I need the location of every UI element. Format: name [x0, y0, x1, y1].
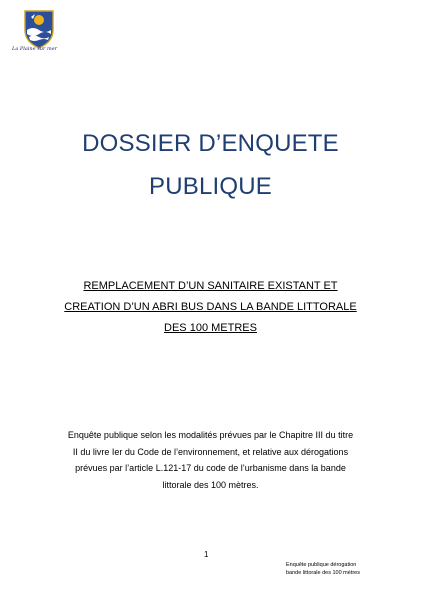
description-line-1: Enquête publique selon les modalités prévues par le Chapitre III du titre — [67, 430, 354, 440]
description-line-2: II du livre Ier du Code de l’environnement, et relative aux dérogations — [72, 447, 349, 457]
footer-line-2: bande littorale des 100 mètres — [286, 570, 360, 576]
subject-line-3: DES 100 METRES — [164, 322, 257, 334]
description-line-4: littorale des 100 mètres. — [162, 480, 259, 490]
municipal-motto: La Plaine sur mer — [12, 46, 58, 52]
description-line-3: prévues par l’article L.121-17 du code de l’urbanisme dans la bande — [75, 463, 346, 473]
footer-line-1: Enquête publique dérogation — [286, 562, 357, 568]
document-title-line-1: DOSSIER D’ENQUETE — [82, 130, 339, 157]
subject-line-2: CREATION D’UN ABRI BUS DANS LA BANDE LITTORALE — [64, 301, 357, 313]
document-title-line-2: PUBLIQUE — [149, 173, 272, 200]
page-number: 1 — [204, 550, 209, 559]
subject-line-1: REMPLACEMENT D’UN SANITAIRE EXISTANT ET — [83, 280, 338, 292]
